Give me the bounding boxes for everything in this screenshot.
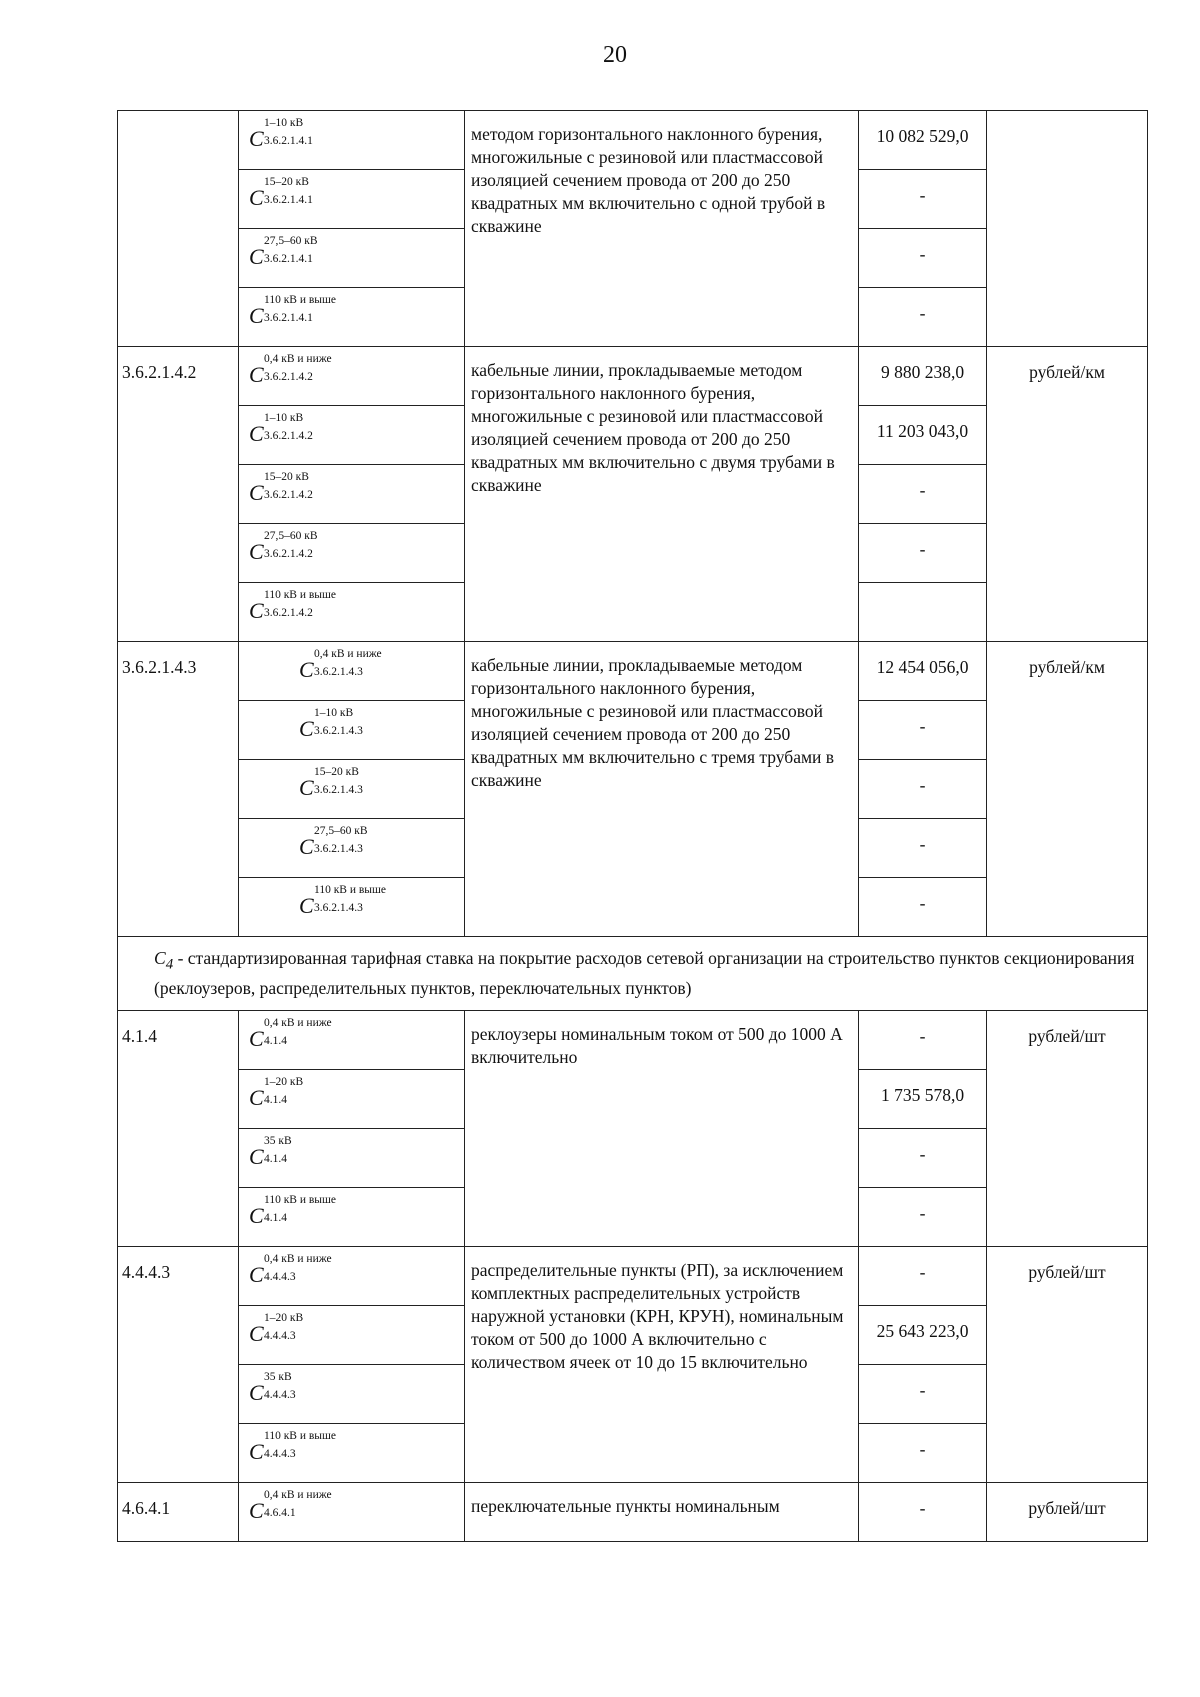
rate-symbol-cell (239, 1482, 465, 1541)
rate-symbol-letter: C (249, 598, 264, 623)
rate-symbol-letter: C (249, 244, 264, 269)
voltage-class: 110 кВ и выше (264, 589, 336, 601)
item-code: 4.6.4.1 (118, 1482, 239, 1541)
rate-symbol-letter: C (249, 1320, 264, 1346)
rate-unit: рублей/км (987, 347, 1148, 642)
voltage-class: 1–10 кВ (314, 707, 354, 719)
voltage-class: 110 кВ и выше (314, 884, 386, 896)
rate-index: 3.6.2.1.4.2 (264, 489, 313, 501)
rate-unit (987, 111, 1148, 347)
rate-symbol-cell (239, 701, 465, 760)
rate-value: 10 082 529,0 (859, 111, 987, 170)
rate-symbol-cell (239, 229, 465, 288)
rate-value: - (859, 465, 987, 524)
rate-value: - (859, 288, 987, 347)
rate-index: 3.6.2.1.4.1 (264, 253, 313, 265)
table-row (118, 1482, 1148, 1541)
rate-index: 3.6.2.1.4.3 (314, 666, 363, 678)
rate-symbol-letter: C (249, 1025, 264, 1051)
item-description: распределительные пункты (РП), за исключением комплектных распределительных устройств наружной установки (КРН, КРУН), номинальным током от 500 до 1000 А включительно с количеством ячеек от 10 до 15 включительно (465, 1246, 859, 1482)
rate-symbol-letter: C (249, 1202, 264, 1228)
rate-index: 3.6.2.1.4.3 (314, 902, 363, 914)
rate-value: - (859, 701, 987, 760)
rate-unit: рублей/км (987, 642, 1148, 937)
rate-symbol-cell (239, 170, 465, 229)
rate-index: 4.1.4 (264, 1152, 287, 1165)
table-row (118, 1246, 1148, 1305)
voltage-class: 35 кВ (264, 1370, 292, 1383)
section-header-row (118, 937, 1148, 1011)
rate-symbol-letter: C (299, 716, 314, 741)
rate-symbol-letter: C (249, 185, 264, 210)
rate-value: - (859, 878, 987, 937)
rate-value: 9 880 238,0 (859, 347, 987, 406)
rate-symbol-cell (239, 760, 465, 819)
rate-value: 1 735 578,0 (859, 1069, 987, 1128)
rate-symbol-cell (239, 1246, 465, 1305)
rate-symbol-letter: C (299, 893, 314, 918)
voltage-class: 0,4 кВ и ниже (264, 1252, 332, 1265)
tariff-table (117, 110, 1148, 1542)
rate-symbol-cell (239, 1069, 465, 1128)
rate-value (859, 583, 987, 642)
page-number: 20 (603, 42, 627, 68)
voltage-class: 110 кВ и выше (264, 1193, 336, 1206)
rate-symbol-letter: C (249, 362, 264, 387)
rate-index: 3.6.2.1.4.2 (264, 430, 313, 442)
section-text: - стандартизированная тарифная ставка на покрытие расходов сетевой организации на строительство пунктов секционирования (реклоузеров, распределительных пунктов, переключательных пунктов) (154, 948, 1135, 998)
voltage-class: 1–10 кВ (264, 117, 304, 129)
rate-symbol-cell (239, 1364, 465, 1423)
rate-index: 3.6.2.1.4.1 (264, 135, 313, 147)
rate-symbol-letter: C (249, 126, 264, 151)
rate-index: 4.4.4.3 (264, 1388, 296, 1401)
rate-value: 12 454 056,0 (859, 642, 987, 701)
table-row (118, 111, 1148, 170)
item-description: кабельные линии, прокладываемые методом горизонтального наклонного бурения, многожильные с резиновой или пластмассовой изоляцией сечением провода от 200 до 250 квадратных мм включительно с тремя трубами в скважине (465, 642, 859, 937)
rate-index: 4.1.4 (264, 1211, 287, 1224)
voltage-class: 0,4 кВ и ниже (264, 353, 332, 365)
table-row (118, 1010, 1148, 1069)
rate-value: 25 643 223,0 (859, 1305, 987, 1364)
rate-symbol-cell (239, 406, 465, 465)
rate-value: - (859, 1364, 987, 1423)
rate-unit: рублей/шт (987, 1246, 1148, 1482)
rate-value: - (859, 1010, 987, 1069)
rate-symbol-cell (239, 1010, 465, 1069)
voltage-class: 15–20 кВ (264, 471, 309, 483)
item-code (118, 111, 239, 347)
voltage-class: 15–20 кВ (314, 766, 359, 778)
rate-index: 4.6.4.1 (264, 1506, 296, 1519)
rate-symbol-letter: C (249, 1261, 264, 1287)
rate-symbol-letter: C (299, 657, 314, 682)
rate-unit: рублей/шт (987, 1010, 1148, 1246)
rate-symbol-cell (239, 642, 465, 701)
rate-symbol-letter: C (249, 539, 264, 564)
rate-symbol-letter: C (249, 303, 264, 328)
rate-value: - (859, 524, 987, 583)
rate-index: 3.6.2.1.4.2 (264, 371, 313, 383)
rate-symbol-cell (239, 583, 465, 642)
rate-index: 4.4.4.3 (264, 1329, 296, 1342)
voltage-class: 1–20 кВ (264, 1311, 304, 1324)
voltage-class: 27,5–60 кВ (264, 235, 318, 247)
item-description: переключательные пункты номинальным (465, 1482, 859, 1541)
rate-index: 3.6.2.1.4.2 (264, 548, 313, 560)
voltage-class: 0,4 кВ и ниже (264, 1488, 332, 1501)
rate-value: - (859, 229, 987, 288)
rate-index: 3.6.2.1.4.1 (264, 312, 313, 324)
voltage-class: 110 кВ и выше (264, 1429, 336, 1442)
rate-index: 3.6.2.1.4.1 (264, 194, 313, 206)
item-code: 3.6.2.1.4.3 (118, 642, 239, 937)
rate-symbol-cell (239, 111, 465, 170)
rate-value: - (859, 1128, 987, 1187)
rate-symbol-cell (239, 1128, 465, 1187)
rate-symbol-cell (239, 347, 465, 406)
rate-index: 4.4.4.3 (264, 1270, 296, 1283)
rate-index: 4.1.4 (264, 1034, 287, 1047)
section-symbol (154, 948, 174, 973)
rate-symbol-cell (239, 524, 465, 583)
rate-index: 4.1.4 (264, 1093, 287, 1106)
rate-value: - (859, 760, 987, 819)
rate-symbol-letter: C (249, 480, 264, 505)
rate-symbol-letter: C (249, 1438, 264, 1464)
rate-index: 3.6.2.1.4.3 (314, 843, 363, 855)
rate-index: 4.4.4.3 (264, 1447, 296, 1460)
rate-value: - (859, 819, 987, 878)
rate-symbol-letter: C (249, 421, 264, 446)
voltage-class: 1–10 кВ (264, 412, 304, 424)
table-row (118, 642, 1148, 701)
section-symbol-index: 4 (165, 956, 174, 973)
tariff-table-body (118, 111, 1148, 1542)
rate-symbol-letter: C (249, 1084, 264, 1110)
rate-symbol-cell (239, 465, 465, 524)
voltage-class: 0,4 кВ и ниже (314, 648, 382, 660)
rate-index: 3.6.2.1.4.3 (314, 725, 363, 737)
rate-value: - (859, 170, 987, 229)
rate-symbol-letter: C (299, 834, 314, 859)
rate-value: - (859, 1246, 987, 1305)
item-description: методом горизонтального наклонного бурения, многожильные с резиновой или пластмассовой изоляцией сечением провода от 200 до 250 квадратных мм включительно с одной трубой в скважине (465, 111, 859, 347)
voltage-class: 1–20 кВ (264, 1075, 304, 1088)
item-description: кабельные линии, прокладываемые методом горизонтального наклонного бурения, многожильные с резиновой или пластмассовой изоляцией сечением провода от 200 до 250 квадратных мм включительно с двумя трубами в скважине (465, 347, 859, 642)
rate-index: 3.6.2.1.4.2 (264, 607, 313, 619)
rate-unit: рублей/шт (987, 1482, 1148, 1541)
rate-symbol-letter: C (249, 1379, 264, 1405)
table-row (118, 347, 1148, 406)
rate-symbol-cell (239, 288, 465, 347)
rate-symbol-cell (239, 819, 465, 878)
section-header (118, 937, 1148, 1011)
item-description: реклоузеры номинальным током от 500 до 1000 А включительно (465, 1010, 859, 1246)
voltage-class: 27,5–60 кВ (264, 530, 318, 542)
rate-symbol-cell (239, 1305, 465, 1364)
rate-symbol-letter: C (299, 775, 314, 800)
voltage-class: 27,5–60 кВ (314, 825, 368, 837)
rate-symbol-cell (239, 1423, 465, 1482)
rate-value: - (859, 1482, 987, 1541)
rate-symbol-letter: C (249, 1497, 264, 1523)
rate-symbol-letter: C (249, 1143, 264, 1169)
voltage-class: 110 кВ и выше (264, 294, 336, 306)
rate-value: 11 203 043,0 (859, 406, 987, 465)
rate-value: - (859, 1187, 987, 1246)
voltage-class: 15–20 кВ (264, 176, 309, 188)
item-code: 4.4.4.3 (118, 1246, 239, 1482)
voltage-class: 35 кВ (264, 1134, 292, 1147)
rate-index: 3.6.2.1.4.3 (314, 784, 363, 796)
voltage-class: 0,4 кВ и ниже (264, 1016, 332, 1029)
rate-value: - (859, 1423, 987, 1482)
item-code: 4.1.4 (118, 1010, 239, 1246)
item-code: 3.6.2.1.4.2 (118, 347, 239, 642)
rate-symbol-cell (239, 878, 465, 937)
rate-symbol-cell (239, 1187, 465, 1246)
section-symbol-letter: C (154, 948, 166, 968)
